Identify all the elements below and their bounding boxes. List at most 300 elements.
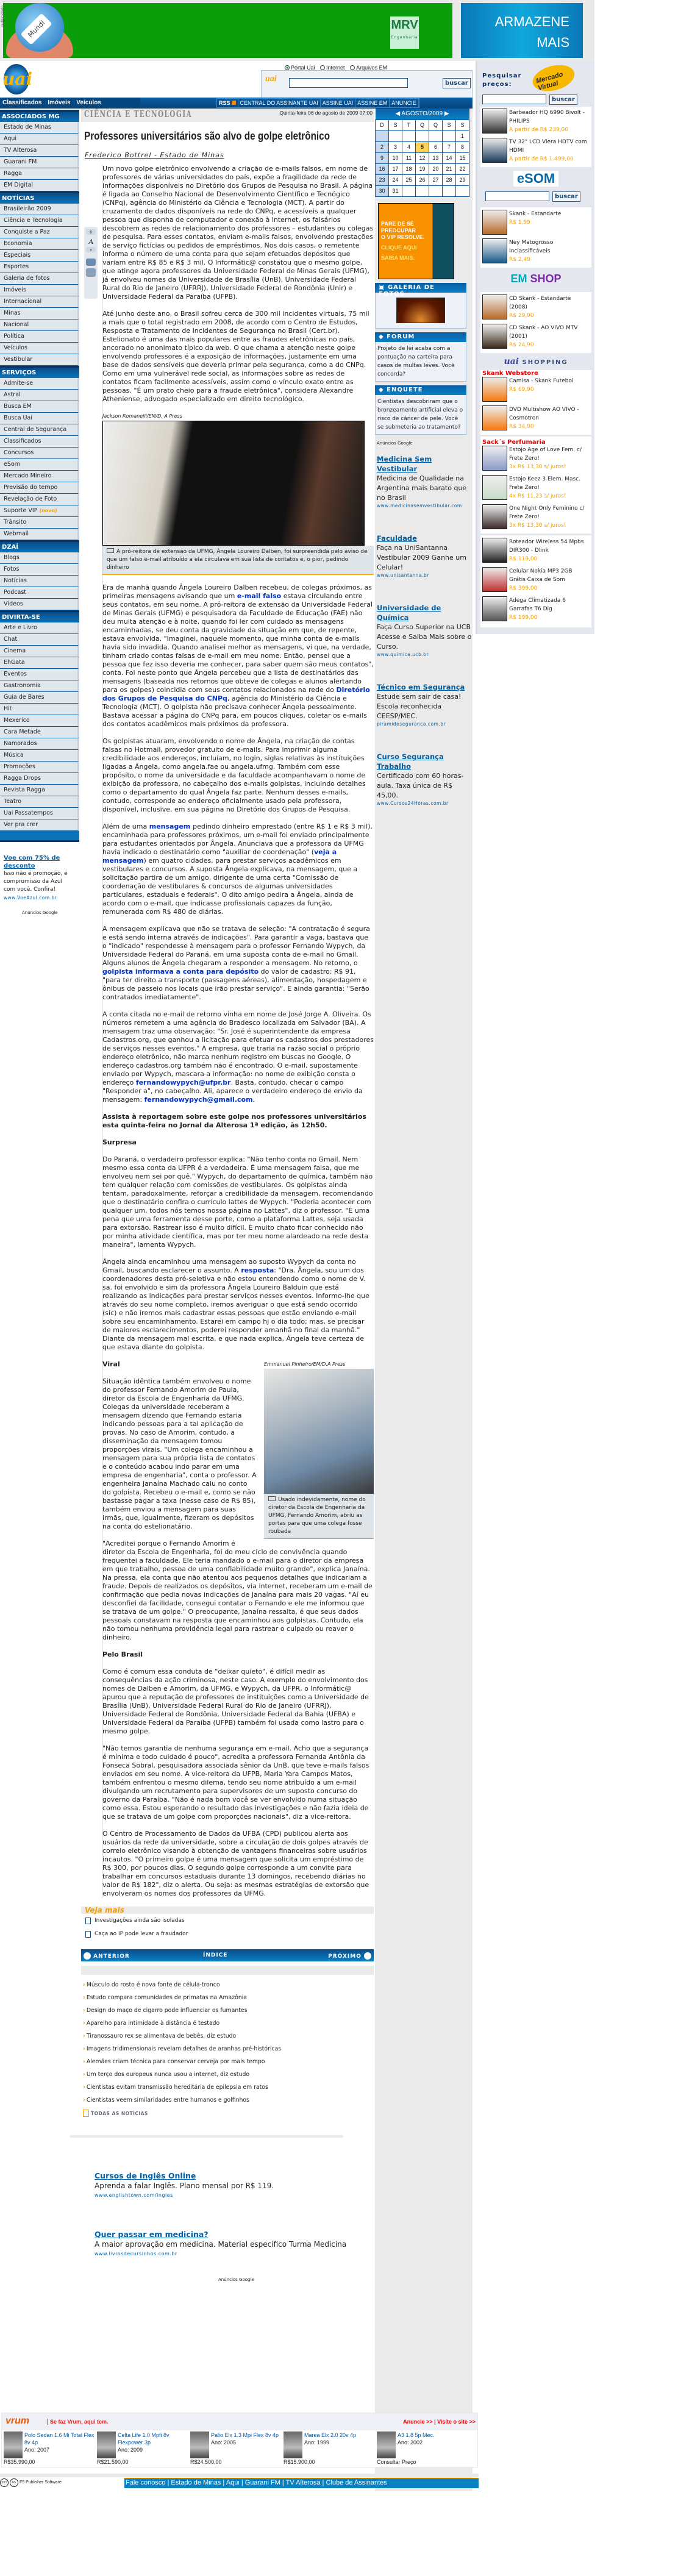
sidebar-item-ehgata[interactable] xyxy=(0,657,79,669)
sidebar-item-ragga[interactable] xyxy=(0,168,79,180)
product-name[interactable]: Roteador Wireless 54 Mpbs DIR300 - Dlink xyxy=(509,539,584,554)
sidebar-item-eventos[interactable] xyxy=(0,669,79,680)
radio-internet[interactable]: Internet xyxy=(320,65,345,71)
calendar-day[interactable]: 22 xyxy=(456,163,469,174)
armazene-mais-ad[interactable]: ARMAZENE MAIS xyxy=(461,3,583,58)
product-item[interactable] xyxy=(482,567,590,593)
prev-button[interactable]: ANTERIOR xyxy=(84,1952,130,1960)
product-item[interactable] xyxy=(482,504,590,530)
car-info xyxy=(398,2432,468,2458)
sidebar-item-central-de-seguranca[interactable] xyxy=(0,424,79,436)
product-name[interactable]: Celular Nokia MP3 2GB Grátis Caixa de Som xyxy=(509,568,573,583)
product-price: A partir de R$ 1.499,00 xyxy=(509,156,574,162)
product-name[interactable]: TV 32" LCD Viera HDTV com HDMI xyxy=(509,139,587,154)
article-title: Professores universitários são alvo de golpe eletrônico xyxy=(84,130,330,142)
product-info xyxy=(509,596,590,622)
product-name[interactable]: One Night Only Feminino c/ Frete Zero! xyxy=(509,505,585,520)
product-thumbnail[interactable] xyxy=(482,596,507,621)
product-info xyxy=(509,377,573,402)
product-item[interactable] xyxy=(482,596,590,622)
forum-text[interactable]: Projeto de lei acaba com a pontuação na carteira para casos de multas leves. Você concorda? xyxy=(375,342,466,382)
nav-anuncie[interactable]: ANUNCIE xyxy=(390,99,419,107)
sidebar-item-conquiste-a-paz[interactable] xyxy=(0,227,79,238)
text-run: Situação idêntica também envolveu o nome do professor Fernando Amorim de Paula, diretor da Escola de Engenharia da UFMG. Colegas da universidade receberam a mensagem dizendo que Fernando estaria indicando pessoas para a tal aplicação de provas. No caso de Amorim, contudo, a disseminação da mensagem tomou proporções virais. "Um colega encaminhou a mensagem para sua própria lista de contatos e o conteúdo acabou indo parar em uma empresa de engenharia", conta o professor. A engenheira Janaína Machado caiu no conto do golpista. Recebeu o e-mail e, como se não bastasse pagar a taxa (nesse caso de R$ 85), também enviou a mensagem para suas irmãs, que, igualmente, fizeram os depósitos na conta do estelionatário. xyxy=(102,1377,257,1530)
sidebar-item-promocoes[interactable] xyxy=(0,762,79,773)
ad-url[interactable]: www.Cursos24Horas.com.br xyxy=(377,800,449,806)
weekday-label: Q xyxy=(416,120,429,130)
related-news-item[interactable]: › Cientistas evitam transmissão hereditária de epilepsia em ratos xyxy=(81,2081,374,2094)
prev-month-icon[interactable]: ◀ xyxy=(395,110,402,118)
photo-image[interactable] xyxy=(102,421,365,546)
related-news-item[interactable]: › Tiranossauro rex se alimentava de bebês, diz estudo xyxy=(81,2030,374,2043)
sidebar-item-internacional[interactable] xyxy=(0,296,79,308)
nav-central-assinante[interactable]: CENTRAL DO ASSINANTE UAI xyxy=(238,99,321,107)
search-button[interactable]: buscar xyxy=(443,78,471,88)
font-decrease-icon[interactable]: - xyxy=(86,247,96,252)
sidebar-item-label: Aqui xyxy=(4,135,17,142)
sidebar-item-aqui[interactable] xyxy=(0,134,79,145)
ad-title[interactable]: Técnico em Segurança xyxy=(377,682,465,691)
calendar-day[interactable]: 10 xyxy=(389,152,402,163)
calendar-day[interactable]: 1 xyxy=(456,130,469,141)
all-news-link[interactable]: TODAS AS NOTÍCIAS xyxy=(83,2110,374,2117)
ad-url[interactable]: www.VoeAzul.com.br xyxy=(4,895,57,901)
search-input[interactable] xyxy=(289,78,408,88)
sidebar-item-imoveis[interactable] xyxy=(0,285,79,296)
esom-search-input[interactable] xyxy=(485,191,549,201)
product-item[interactable] xyxy=(482,446,590,471)
calendar-day[interactable]: 24 xyxy=(389,174,402,185)
bottom-ad[interactable] xyxy=(95,2171,374,2200)
sidebar-item-admite-se[interactable] xyxy=(0,378,79,390)
f5-logo: 2XT F5 F5 Publisher Software xyxy=(0,2478,62,2487)
sidebar-item-blogs[interactable] xyxy=(0,552,79,564)
sidebar-item-chat[interactable] xyxy=(0,634,79,646)
product-thumbnail[interactable] xyxy=(482,504,507,529)
article-pager xyxy=(81,1949,374,1961)
store-name[interactable]: Sack´s Perfumaria xyxy=(482,439,546,446)
car-photo[interactable] xyxy=(377,2432,396,2458)
related-news xyxy=(81,1978,374,2107)
inline-link[interactable]: resposta xyxy=(241,1266,274,1274)
paragraph xyxy=(102,1113,374,1130)
calendar-day[interactable]: 7 xyxy=(443,141,456,152)
product-name[interactable]: Camisa - Skank Futebol xyxy=(509,378,574,384)
sidebar-item-label: Blogs xyxy=(4,554,20,561)
related-news-item[interactable]: › Imagens tridimensionais revelam detalhes de aranhas pré-históricas xyxy=(81,2043,374,2055)
sidebar-item-minas[interactable] xyxy=(0,308,79,319)
mercado-virtual-logo[interactable]: Mercado Virtual xyxy=(530,61,577,96)
sidebar-item-em-digital[interactable] xyxy=(0,180,79,191)
sidebar-item-label: Concursos xyxy=(4,449,34,456)
car-price: R$21.590,00 xyxy=(97,2459,129,2465)
enquete-header[interactable]: ◆ ENQUETE xyxy=(375,385,466,395)
calendar-day[interactable]: 8 xyxy=(456,141,469,152)
product-thumbnail[interactable] xyxy=(482,210,507,235)
nav-imoveis[interactable]: Imóveis xyxy=(48,99,71,106)
product-item[interactable] xyxy=(482,109,590,134)
uaishopping-logo[interactable]: uai SHOPPING xyxy=(504,357,568,366)
google-ad[interactable] xyxy=(377,454,473,509)
calendar-day[interactable]: 3 xyxy=(389,141,402,152)
footer-link-clube-de-assinantes[interactable]: Clube de Assinantes xyxy=(326,2479,387,2486)
product-item[interactable] xyxy=(482,138,590,163)
sidebar-item-webmail[interactable] xyxy=(0,529,79,540)
vip-ad[interactable]: PARE DE SE PREOCUPAR O VIP RESOLVE. CLIQUE AQUI SAIBA MAIS. xyxy=(378,203,454,279)
car-info xyxy=(304,2432,374,2458)
search-box xyxy=(261,65,473,98)
sidebar-item-mercado-mineiro[interactable] xyxy=(0,471,79,482)
mrv-banner-ad[interactable] xyxy=(3,3,452,58)
product-thumbnail[interactable] xyxy=(482,294,507,319)
related-news-item[interactable]: › Alemães criam técnica para conservar cerveja por mais tempo xyxy=(81,2055,374,2068)
sidebar-item-busca-uai[interactable] xyxy=(0,413,79,424)
product-item[interactable] xyxy=(482,538,590,563)
product-thumbnail[interactable] xyxy=(482,475,507,500)
sidebar-item-label: Cara Metade xyxy=(4,729,41,735)
car-listing[interactable] xyxy=(97,2432,190,2466)
sidebar-item-label: Webmail xyxy=(4,530,29,537)
photo-caption xyxy=(102,546,374,575)
sidebar-item-revelacao-de-foto[interactable] xyxy=(0,494,79,505)
google-ad[interactable] xyxy=(377,752,473,807)
text-run: "Acreditei porque o Fernando Amorim é diretor da Escola de Engenharia, foi do meu ciclo de convivência quando frequentei a faculdade. Ele teria mandado o e-mail para o diretor da empresa em que trabalho, pessoa de uma confiabilidade muito grande", explica Janaína. Na pressa, ela conta que não atentou aos pequenos detalhes que indicariam a fraude. Depois de realizados os depósitos, via internet, receberam um e-mail de confirmação que pedia novas indicações de Janaína para mais 20 vagas. "Aí eu desconfiei da facilidade, consegui contatar o Fernando e ele me informou que se tratava de um golpe." O preocupante, Janaína ressalta, é que seus dados pessoais constavam na resposta que encaminhou aos golpistas. Contudo, ela não tomou nenhuma providência legal para rastrear o culpado ou reaver o dinheiro. xyxy=(102,1540,373,1641)
sidebar-item-veiculos[interactable] xyxy=(0,343,79,354)
uai-logo[interactable]: uai xyxy=(4,64,29,95)
inline-link[interactable]: veja a mensagem xyxy=(102,848,337,865)
sidebar-item-vestibular[interactable] xyxy=(0,354,79,366)
nav-rss[interactable]: RSS xyxy=(217,99,238,107)
esom-search-button[interactable]: buscar xyxy=(552,191,580,202)
product-name[interactable]: Ney Matogrosso Inclassificáveis xyxy=(509,240,554,254)
product-list xyxy=(480,107,591,627)
sidebar-item-arte-e-livro[interactable] xyxy=(0,623,79,634)
car-listing[interactable] xyxy=(377,2432,470,2466)
paragraph xyxy=(102,1668,374,1736)
sidebar-item-cinema[interactable] xyxy=(0,646,79,657)
sidebar-item-fotos[interactable] xyxy=(0,564,79,576)
sidebar-item-concursos[interactable] xyxy=(0,448,79,459)
nav-assine-em[interactable]: ASSINE EM xyxy=(355,99,390,107)
anuncie-link[interactable]: Anuncie >> xyxy=(403,2419,433,2425)
related-news-item[interactable]: › Aparelho para intimidade à distância é testado xyxy=(81,2017,374,2030)
product-info xyxy=(509,210,561,235)
product-item[interactable] xyxy=(482,405,590,431)
product-item[interactable] xyxy=(482,210,590,235)
price-search-button[interactable]: buscar xyxy=(549,95,577,105)
related-news-item[interactable]: › Músculo do rosto é nova fonte de célula-tronco xyxy=(81,1978,374,1991)
galeria-header[interactable]: ▣ GALERIA DE FOTOS xyxy=(375,283,466,293)
calendar-day[interactable]: 16 xyxy=(376,163,389,174)
font-increase-icon[interactable]: + xyxy=(86,229,96,235)
sidebar-item-galeria-de-fotos[interactable] xyxy=(0,273,79,285)
ad-title[interactable]: Cursos de Inglês Online xyxy=(95,2171,196,2180)
sidebar-item-ver-pra-crer[interactable] xyxy=(0,819,79,831)
calendar-day[interactable]: 11 xyxy=(402,152,416,163)
product-thumbnail[interactable] xyxy=(482,446,507,471)
car-name[interactable]: Marea Elx 2.0 20v 4p xyxy=(304,2432,357,2438)
calendar-day[interactable]: 25 xyxy=(402,174,416,185)
car-photo[interactable] xyxy=(284,2432,302,2458)
ad-title[interactable]: Quer passar em medicina? xyxy=(95,2230,209,2239)
ad-text: Estude sem sair de casa! Escola reconhecida CEESP/MEC. xyxy=(377,692,462,720)
article-author[interactable]: Frederico Bottrel - Estado de Minas xyxy=(85,151,224,159)
radio-arquivos-em[interactable]: Arquivos EM xyxy=(350,65,387,71)
next-month-icon[interactable]: ▶ xyxy=(443,110,449,118)
esom-logo[interactable]: eSOM xyxy=(513,171,558,187)
ad-url[interactable]: www.medicinasemvestibular.com xyxy=(377,502,462,508)
sidebar-item-classificados[interactable] xyxy=(0,436,79,448)
product-info xyxy=(509,238,590,264)
car-name[interactable]: A3 1.8 5p Mec. xyxy=(398,2432,435,2438)
text-run: Viral xyxy=(102,1360,120,1368)
product-info xyxy=(509,538,590,563)
product-thumbnail[interactable] xyxy=(482,377,507,402)
ad-url[interactable]: piramideseguranca.com.br xyxy=(377,721,446,727)
ad-url[interactable]: www.unisantanna.br xyxy=(377,572,429,578)
footer-link-estado-de-minas[interactable]: Estado de Minas xyxy=(171,2479,221,2486)
paragraph xyxy=(102,1155,374,1249)
sidebar-item-busca-em[interactable] xyxy=(0,401,79,413)
emshop-logo[interactable]: EM SHOP xyxy=(507,271,565,287)
sidebar-item-teatro[interactable] xyxy=(0,796,79,808)
product-item[interactable] xyxy=(482,324,590,349)
text-run: do valor de cadastro: R$ 91, "para ter direito a transporte (passagens aéreas), alimentação, hospedagem e ônibus de passeio nos locais que irão prestar serviço". E ainda garantia: "Serão contratados imediatamente". xyxy=(102,968,369,1001)
product-thumbnail[interactable] xyxy=(482,324,507,349)
forum-header[interactable]: ◆ FORUM xyxy=(375,332,466,342)
nav-classificados[interactable]: Classificados xyxy=(2,99,42,106)
related-news-item[interactable]: › Design do maço de cigarro pode influenciar os fumantes xyxy=(81,2004,374,2017)
product-name[interactable]: CD Skank - AO VIVO MTV (2001) xyxy=(509,325,578,340)
product-thumbnail[interactable] xyxy=(482,538,507,563)
sidebar-item-guarani-fm[interactable] xyxy=(0,157,79,168)
calendar-day[interactable]: 14 xyxy=(443,152,456,163)
paragraph xyxy=(102,822,374,916)
paragraph xyxy=(102,925,374,1002)
sidebar-item-astral[interactable] xyxy=(0,390,79,401)
calendar-day[interactable]: 23 xyxy=(376,174,389,185)
sidebar-item-gastronomia[interactable] xyxy=(0,680,79,692)
sidebar-item-hit[interactable] xyxy=(0,704,79,715)
product-thumbnail[interactable] xyxy=(482,567,507,592)
car-listing[interactable] xyxy=(284,2432,377,2466)
calendar-day[interactable]: 6 xyxy=(429,141,443,152)
calendar-day[interactable]: 5 xyxy=(416,141,429,152)
gallery-photo[interactable] xyxy=(396,298,445,323)
product-item[interactable] xyxy=(482,377,590,402)
ad-url[interactable]: www.livrosdecursinhos.com.br xyxy=(95,2251,177,2257)
expand-icon[interactable] xyxy=(268,1496,276,1501)
vrum-logo[interactable]: vrum xyxy=(5,2416,30,2426)
sidebar-item-mexerico[interactable] xyxy=(0,715,79,727)
ad-url[interactable]: www.englishtown.com/ingles xyxy=(95,2192,173,2198)
product-thumbnail[interactable] xyxy=(482,238,507,263)
sidebar-item-guia-de-bares[interactable] xyxy=(0,692,79,704)
esom-section xyxy=(480,167,591,207)
paragraph xyxy=(102,1744,374,1821)
expand-icon[interactable] xyxy=(107,548,114,553)
price-search-input[interactable] xyxy=(482,95,546,104)
sidebar-item-label: Gastronomia xyxy=(4,682,41,689)
car-photo[interactable] xyxy=(190,2432,209,2458)
sidebar-item-label: Suporte VIP xyxy=(4,507,38,514)
product-name[interactable]: Estojo Keez 3 Elem. Masc. Frete Zero! xyxy=(509,476,580,491)
index-button[interactable]: ÍNDICE xyxy=(203,1952,228,1958)
text-run: Surpresa xyxy=(102,1138,137,1146)
product-item[interactable] xyxy=(482,294,590,320)
text-run: estava circulando entre seus contatos, em seu nome. A pró-reitora de extensão da Universidade Federal de Minas Gerais (UFMG) e pesquisadora da Faculdade de Educação (FAE) não deu muita atenção e à noite, quando foi ler com cuidado as mensagens encaminhadas, se deu conta da gravidade da situação em que, de repente, estava envolvida. "Imaginei, naquele momento, que minha conta de e-mails havia sido invadida. Quando analisei melhor as mensagens, vi que, na verdade, tinham criado contas falsas de e-mail em meu nome. Então, pensei que a pessoa que fez isso deveria me conhecer, para saber quem são meus contatos", conta. Foi neste ponto que Ângela percebeu que a lista de destinatários das mensagens (baseada nos retornos que obteve de colegas e alunos alertando para os golpes) coincidia com seus contatos relacionados na rede do xyxy=(102,592,374,694)
product-thumbnail[interactable] xyxy=(482,405,507,430)
sidebar-item-estado-de-minas[interactable] xyxy=(0,122,79,134)
sidebar-item-ragga-drops[interactable] xyxy=(0,773,79,785)
calendar-day[interactable]: 30 xyxy=(376,185,389,196)
car-photo[interactable] xyxy=(97,2432,116,2458)
sidebar-item-economia[interactable] xyxy=(0,238,79,250)
footer-link-tv-alterosa[interactable]: TV Alterosa xyxy=(285,2479,321,2486)
product-thumbnail[interactable] xyxy=(482,109,507,134)
sidebar-item-label: Mercado Mineiro xyxy=(4,473,52,479)
inline-link[interactable]: fernandowypych@gmail.com xyxy=(144,1096,253,1104)
sidebar-item-tv-alterosa[interactable] xyxy=(0,145,79,157)
text-run: "Não temos garantia de nenhuma segurança em e-mail. Acho que a segurança é mínima e todo cuidado é pouco", acredita a professora Fernanda Antônia da Fonseca Sobral, pesquisadora associada sênior da UnB, que teve e-mails falsos enviados em seu nome. A vice-reitora da UFPB, Maria Yara Campos Matos, também enfrentou o mesmo dilema, tendo seu nome atribuído a um e-mail divulgando um recrutamento para supervisores de um suposto concurso do governo da Paraíba. "Não é nada bom você se ver envolvido numa situação como essa. Estou esperando o resultado das investigações e não fazia ideia de que se tratava de um golpe com proporções nacionais", diz a vice-reitora. xyxy=(102,1744,369,1821)
google-ad[interactable] xyxy=(377,603,473,658)
calendar-day[interactable]: 12 xyxy=(416,152,429,163)
related-news-item[interactable]: › Um terço dos europeus nunca usou a internet, diz estudo xyxy=(81,2068,374,2081)
price-search xyxy=(477,61,594,107)
product-name[interactable]: Skank - Estandarte xyxy=(509,211,562,217)
google-ads xyxy=(375,441,473,807)
calendar-day[interactable]: 18 xyxy=(402,163,416,174)
sidebar-item-musica[interactable] xyxy=(0,750,79,762)
sidebar-item-brasileirao-2009[interactable] xyxy=(0,204,79,215)
product-name[interactable]: Estojo Age of Love Fem. c/ Frete Zero! xyxy=(509,447,582,462)
search-magnifier-icon: uai xyxy=(265,74,277,84)
product-price: R$ 199,00 xyxy=(509,615,538,621)
inline-link[interactable]: mensagem xyxy=(149,822,193,830)
calendar-day[interactable]: 28 xyxy=(443,174,456,185)
nav-veiculos[interactable]: Veículos xyxy=(76,99,101,106)
sidebar-item-cara-metade[interactable] xyxy=(0,727,79,738)
nav-assine-uai[interactable]: ASSINE UAI xyxy=(321,99,356,107)
calendar-day[interactable]: 2 xyxy=(376,141,389,152)
calendar-empty xyxy=(429,130,443,141)
calendar-day[interactable]: 20 xyxy=(429,163,443,174)
calendar-day[interactable]: 19 xyxy=(416,163,429,174)
product-item[interactable] xyxy=(482,238,590,264)
bottom-ad[interactable] xyxy=(95,2230,374,2259)
email-icon[interactable] xyxy=(86,259,96,266)
calendar-day[interactable]: 31 xyxy=(389,185,402,196)
print-icon[interactable] xyxy=(86,268,96,277)
sidebar-item-esportes[interactable] xyxy=(0,262,79,273)
inline-link[interactable]: golpista informava a conta para depósito xyxy=(102,968,259,976)
product-name[interactable]: DVD Multishow AO VIVO - Cosmotron xyxy=(509,407,579,421)
ad-title[interactable]: Medicina Sem Vestibular xyxy=(377,454,432,473)
product-item[interactable] xyxy=(482,475,590,501)
sidebar-item-ciencia-e-tecnologia[interactable] xyxy=(0,215,79,227)
calendar-day[interactable]: 13 xyxy=(429,152,443,163)
calendar-day[interactable]: 9 xyxy=(376,152,389,163)
store-name[interactable]: Skank Webstore xyxy=(482,370,538,377)
calendar-day[interactable]: 15 xyxy=(456,152,469,163)
car-photo[interactable] xyxy=(4,2432,23,2458)
footer-link-aqui[interactable]: Aqui xyxy=(226,2479,240,2486)
calendar-day[interactable]: 4 xyxy=(402,141,416,152)
sidebar-item-esom[interactable] xyxy=(0,459,79,471)
google-ad[interactable] xyxy=(377,682,473,727)
photo-image[interactable] xyxy=(264,1369,374,1494)
ad-title[interactable]: Curso Segurança Trabalho xyxy=(377,752,444,771)
calendar-empty xyxy=(389,130,402,141)
radio-portal-uai[interactable]: Portal Uai xyxy=(285,65,315,71)
veja-mais-link[interactable]: Investigações ainda são isoladas xyxy=(81,1914,374,1927)
inline-link[interactable]: Diretório dos Grupos de Pesquisa do CNPq xyxy=(102,686,370,702)
footer-link-guarani-fm[interactable]: Guarani FM xyxy=(244,2479,280,2486)
sidebar-item-videos[interactable] xyxy=(0,599,79,610)
sidebar-item-uai-passatempos[interactable] xyxy=(0,808,79,819)
next-button[interactable]: PRÓXIMO xyxy=(328,1952,371,1960)
ad-url[interactable]: www.quimica.ucb.br xyxy=(377,651,429,657)
ad-title[interactable]: Universidade de Química xyxy=(377,603,441,622)
sidebar-item-suporte-vip[interactable] xyxy=(0,505,79,517)
sidebar-item-namorados[interactable] xyxy=(0,738,79,750)
product-name[interactable]: Barbeador HQ 6990 Bivolt - PHILIPS xyxy=(509,110,585,124)
footer xyxy=(0,2474,479,2496)
calendar-day[interactable]: 17 xyxy=(389,163,402,174)
ad-text: Faça na UniSantanna Vestibular 2009 Ganhe um Celular! xyxy=(377,543,466,571)
text-run: A mensagem explicava que não se tratava de seleção: "A contratação é segura e está sendo interna através de indicações". Para garantir a vaga, bastava que o "indicado" respondesse à mensagem para o professor Fernando Wypych, da Universidade Federal do Paraná, em uma suposta conta de e-mail no Gmail. Alguns alunos de Ângela chegaram a responder a mensagem. No retorno, o xyxy=(102,925,370,967)
sidebar-ad[interactable] xyxy=(0,854,79,902)
sidebar-item-noticias[interactable] xyxy=(0,576,79,587)
car-name[interactable]: Palio Elx 1.3 Mpi Flex 8v 4p xyxy=(211,2432,279,2438)
vrum-classifieds: vrum Se faz Vrum, aqui tem. Anuncie >> | Visite o site >> Polo Sedan 1.6 Mi Total Flex 8v 4p Ano: 2007 R$35.990,00 Celta Life 1.0 Mpfi 8v Flexpower 3p Ano: 2009 R$21.590,00 Palio Elx 1.3 Mpi Flex 8v 4p Ano: 2005 R$24.500,00 Marea Elx 2.0 20v 4p Ano: 1999 R$15.900,00 A3 1.8 5p Mec. Ano: 2002 Consultar Preço xyxy=(1,2413,478,2467)
sidebar-item-revista-ragga[interactable] xyxy=(0,785,79,796)
top-ad-strip xyxy=(0,0,594,61)
calendar-day[interactable]: 26 xyxy=(416,174,429,185)
sidebar-item-podcast[interactable] xyxy=(0,587,79,599)
inline-link[interactable]: fernandowypych@ufpr.br xyxy=(135,1079,231,1086)
related-news-item[interactable]: › Estudo compara comunidades de primatas na Amazônia xyxy=(81,1991,374,2004)
related-news-item[interactable]: › Cientistas veem similaridades entre humanos e golfinhos xyxy=(81,2094,374,2107)
enquete-text[interactable]: Cientistas descobriram que o bronzeamento artificial eleva o risco de câncer de pele. Você se submeteria ao tratamento? xyxy=(375,395,466,435)
product-name[interactable]: Adega Climatizada 6 Garrafas T6 Dig xyxy=(509,598,566,612)
car-name[interactable]: Polo Sedan 1.6 Mi Total Flex 8v 4p xyxy=(24,2432,95,2446)
calendar-day[interactable]: 29 xyxy=(456,174,469,185)
car-listing[interactable] xyxy=(4,2432,97,2466)
car-listing[interactable] xyxy=(190,2432,284,2466)
text-run: O Centro de Processamento de Dados da UFBA (CPD) publicou alerta aos usuários da rede da universidade, sobre a circulação de dois golpes através de correio eletrônico visando à obtenção de vantagens financeiras sobre usuários incautos. "O primeiro golpe é uma mensagem que solicita um empréstimo de R$ 300, por poucos dias. O segundo golpe corresponde a um convite para trabalhar em concursos estaduais durante 13 domingos, recebendo diárias no valor de R$ 182", diz o alerta. Ou seja: as mesmas estratégias de extorsão que envolveram os nomes dos professores da UFMG. xyxy=(102,1830,369,1897)
sidebar-item-especiais[interactable] xyxy=(0,250,79,262)
forum-icon: ◆ xyxy=(379,333,387,340)
product-name[interactable]: CD Skank - Estandarte (2008) xyxy=(509,296,571,310)
sidebar-item-nacional[interactable] xyxy=(0,319,79,331)
ad-title[interactable]: Faculdade xyxy=(377,533,417,543)
visite-link[interactable]: Visite o site >> xyxy=(437,2419,476,2425)
car-name[interactable]: Celta Life 1.0 Mpfi 8v Flexpower 3p xyxy=(118,2432,169,2446)
sidebar-end-bar xyxy=(0,831,79,842)
calendar-day[interactable]: 21 xyxy=(443,163,456,174)
sidebar-item-politica[interactable] xyxy=(0,331,79,343)
calendar-day[interactable]: 27 xyxy=(429,174,443,185)
sidebar-item-transito[interactable] xyxy=(0,517,79,529)
sidebar-item-previsao-do-tempo[interactable] xyxy=(0,482,79,494)
footer-link-fale-conosco[interactable]: Fale conosco xyxy=(126,2479,166,2486)
ad-title[interactable]: Voe com 75% de desconto xyxy=(4,855,60,869)
inline-link[interactable]: e-mail falso xyxy=(237,592,282,600)
google-ad[interactable] xyxy=(377,533,473,579)
product-thumbnail[interactable] xyxy=(482,138,507,163)
veja-mais-link[interactable]: Caça ao IP pode levar a fraudador xyxy=(81,1927,374,1941)
